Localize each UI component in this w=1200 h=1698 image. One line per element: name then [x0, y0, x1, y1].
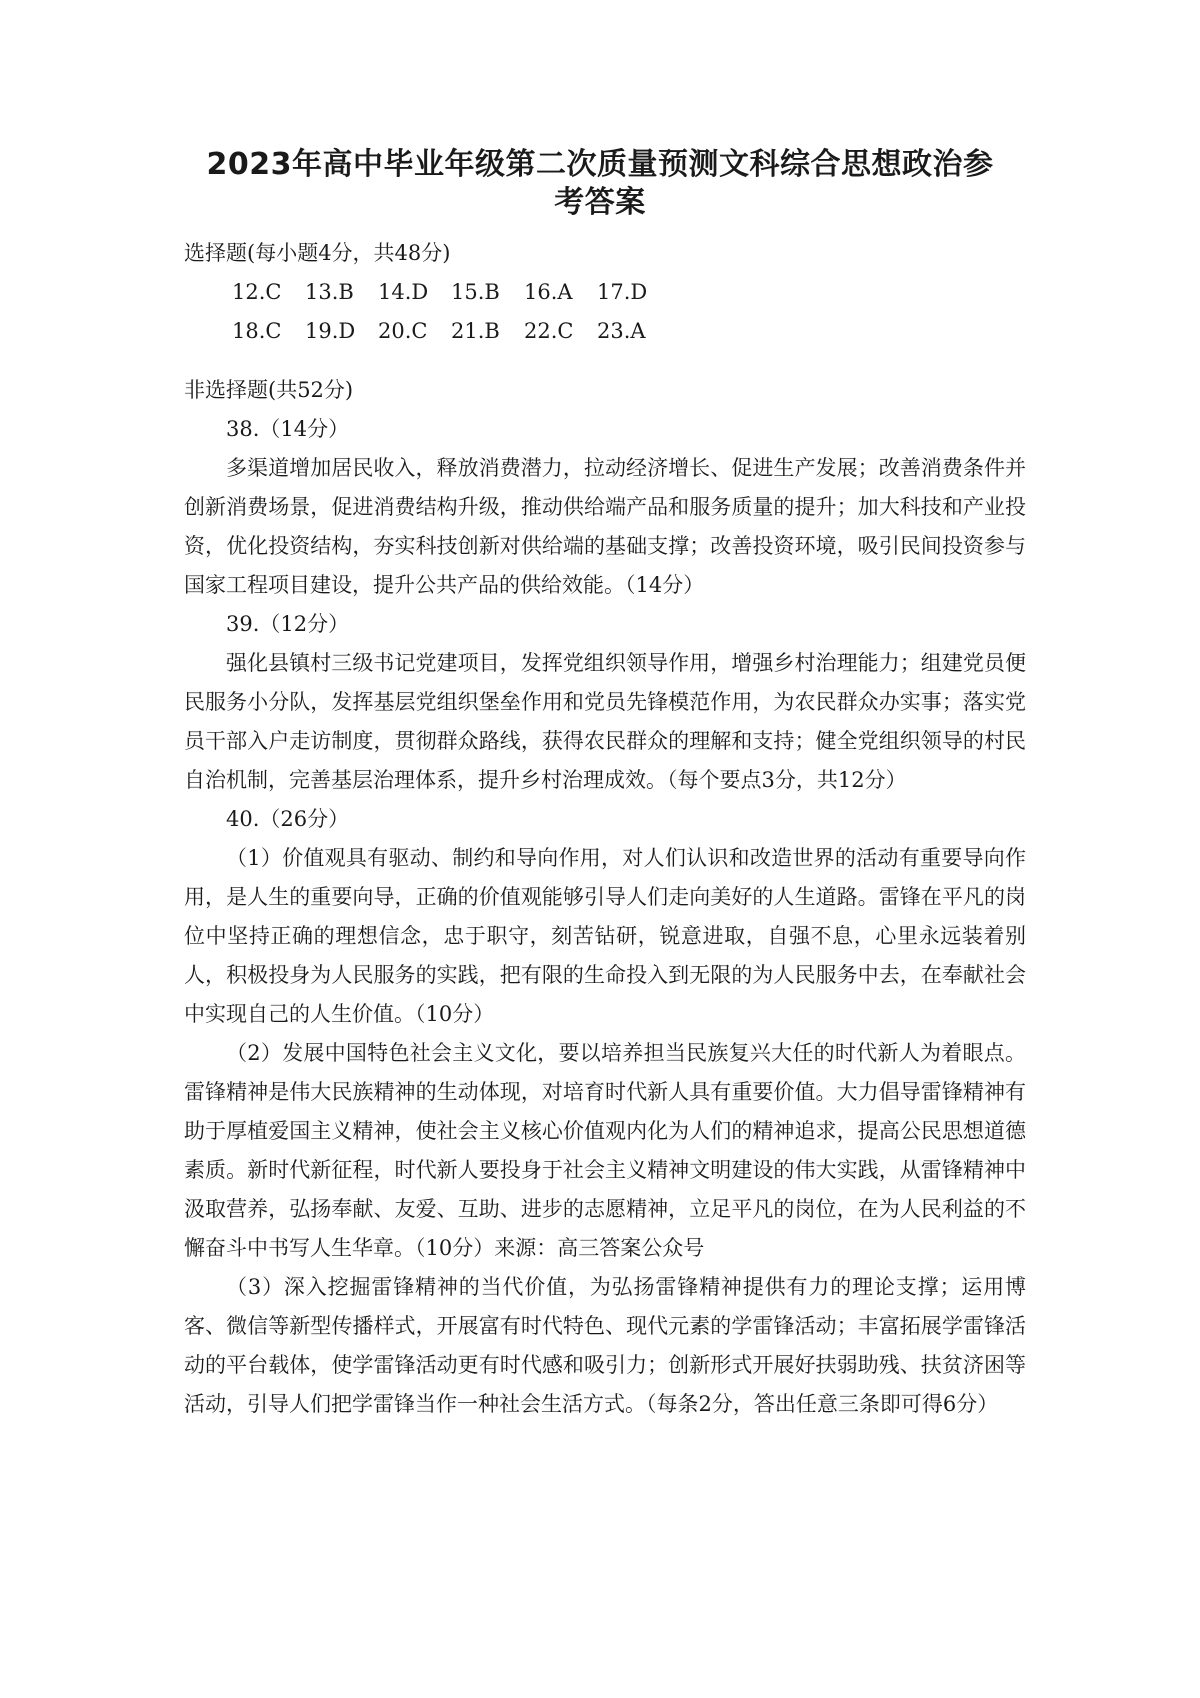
choice-answers-row1 — [184, 273, 1026, 312]
answer-20: 20.C — [378, 319, 428, 343]
q40-part2: （2）发展中国特色社会主义文化，要以培养担当民族复兴大任的时代新人为着眼点。雷锋精神是伟大民族精神的生动体现，对培育时代新人具有重要价值。大力倡导雷锋精神有助于厚植爱国主义精神，使社会主义核心价值观内化为人们的精神追求，提高公民思想道德素质。新时代新征程，时代新人要投身于社会主义精神文明建设的伟大实践，从雷锋精神中汲取营养，弘扬奉献、友爱、互助、进步的志愿精神，立足平凡的岗位，在为人民利益的不懈奋斗中书写人生华章。（10分）来源：高三答案公众号 — [184, 1041, 1026, 1260]
answer-15: 15.B — [451, 280, 500, 304]
answer-13: 13.B — [305, 280, 354, 304]
q38-label: 38.（14分） — [226, 417, 350, 441]
page-title-line1: 2023年高中毕业年级第二次质量预测文科综合思想政治参 — [206, 147, 994, 182]
answer-19: 19.D — [305, 319, 356, 343]
q38-answer: 多渠道增加居民收入，释放消费潜力，拉动经济增长、促进生产发展；改善消费条件并创新消费场景，促进消费结构升级，推动供给端产品和服务质量的提升；加大科技和产业投资，优化投资结构，夯实科技创新对供给端的基础支撑；改善投资环境，吸引民间投资参与国家工程项目建设，提升公共产品的供给效能。（14分） — [184, 456, 1026, 597]
answer-content — [184, 234, 1026, 1424]
q40-part3: （3）深入挖掘雷锋精神的当代价值，为弘扬雷锋精神提供有力的理论支撑；运用博客、微信等新型传播样式，开展富有时代特色、现代元素的学雷锋活动；丰富拓展学雷锋活动的平台载体，使学雷锋活动更有时代感和吸引力；创新形式开展好扶弱助残、扶贫济困等活动，引导人们把学雷锋当作一种社会生活方式。（每条2分，答出任意三条即可得6分） — [184, 1275, 1026, 1416]
answer-22: 22.C — [524, 319, 574, 343]
choice-heading: 选择题(每小题4分，共48分) — [184, 241, 451, 265]
answer-23: 23.A — [597, 319, 646, 343]
answer-17: 17.D — [597, 280, 648, 304]
answer-18: 18.C — [232, 319, 282, 343]
q40-part1: （1）价值观具有驱动、制约和导向作用，对人们认识和改造世界的活动有重要导向作用，是人生的重要向导，正确的价值观能够引导人们走向美好的人生道路。雷锋在平凡的岗位中坚持正确的理想信念，忠于职守，刻苦钻研，锐意进取，自强不息，心里永远装着别人，积极投身为人民服务的实践，把有限的生命投入到无限的为人民服务中去，在奉献社会中实现自己的人生价值。（10分） — [184, 846, 1026, 1026]
choice-answers-row2 — [184, 312, 1026, 351]
page-title-line2: 考答案 — [554, 185, 646, 220]
answer-21: 21.B — [451, 319, 500, 343]
q40-label: 40.（26分） — [226, 807, 350, 831]
q39-label: 39.（12分） — [226, 612, 350, 636]
answer-12: 12.C — [232, 280, 282, 304]
answer-14: 14.D — [378, 280, 429, 304]
q39-answer: 强化县镇村三级书记党建项目，发挥党组织领导作用，增强乡村治理能力；组建党员便民服务小分队，发挥基层党组织堡垒作用和党员先锋模范作用，为农民群众办实事；落实党员干部入户走访制度，贯彻群众路线，获得农民群众的理解和支持；健全党组织领导的村民自治机制，完善基层治理体系，提升乡村治理成效。（每个要点3分，共12分） — [184, 651, 1026, 792]
nonchoice-heading: 非选择题(共52分) — [184, 378, 354, 402]
answer-16: 16.A — [524, 280, 573, 304]
